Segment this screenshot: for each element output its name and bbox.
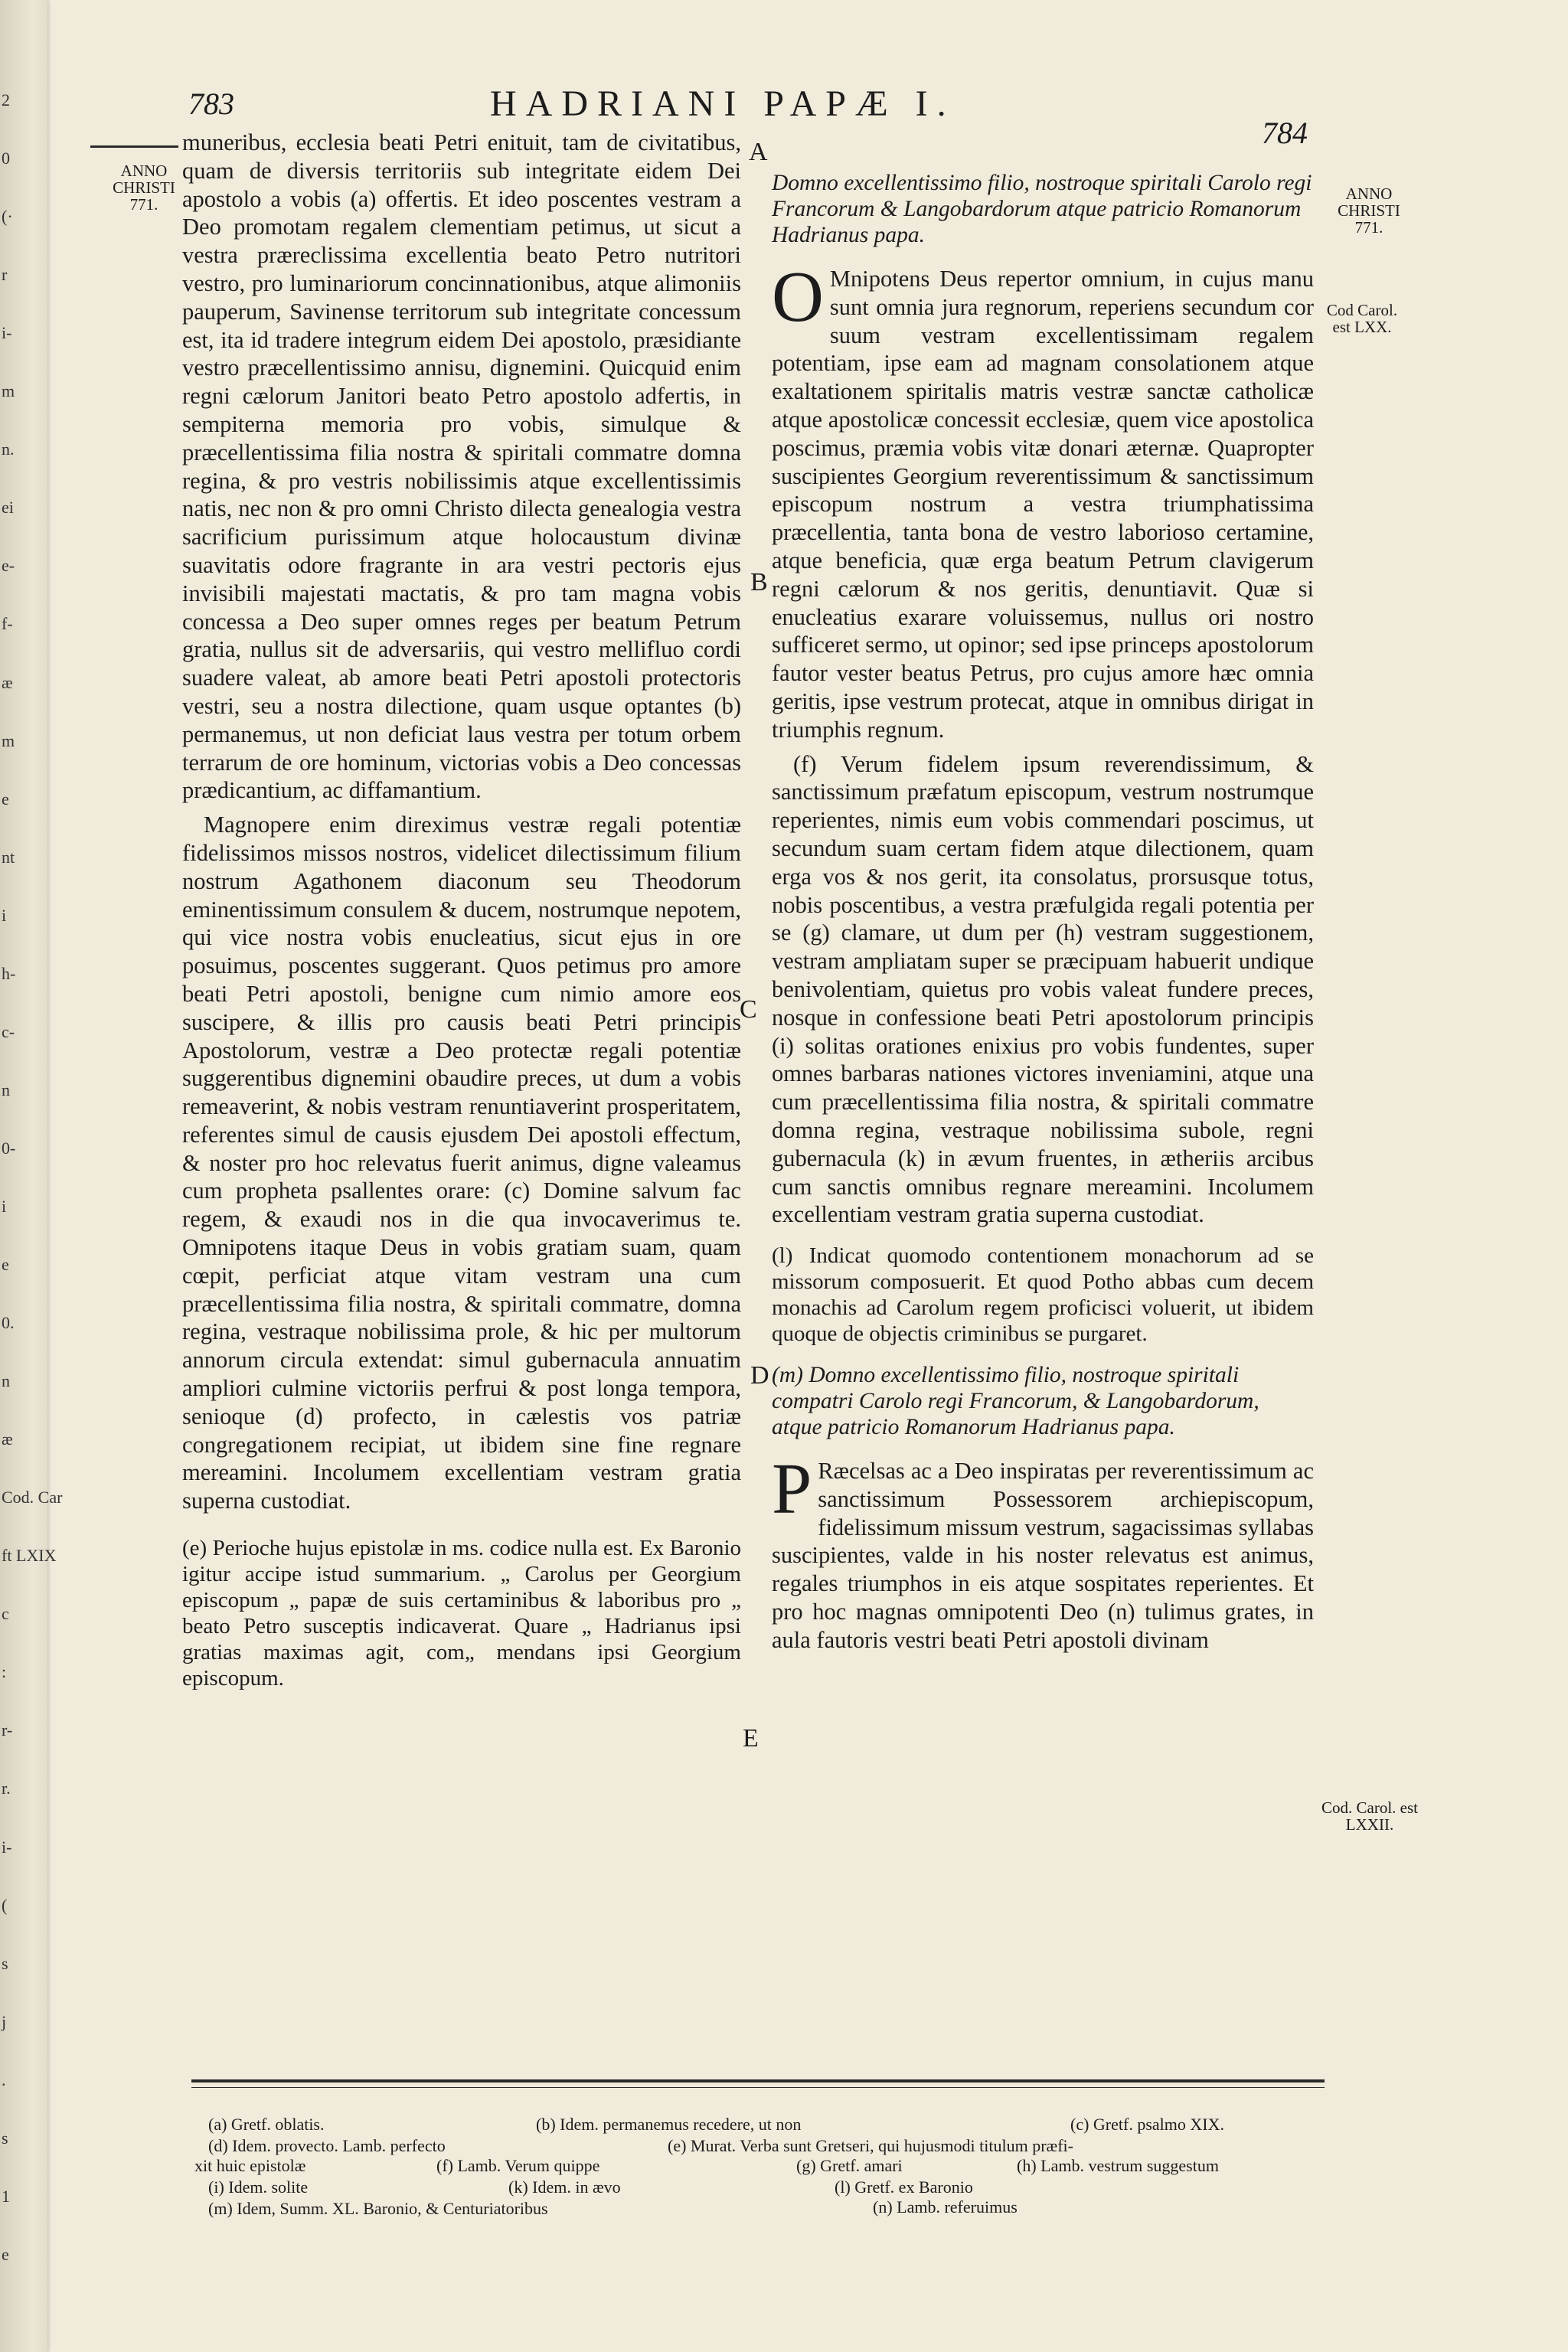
footnote: (b) Idem. permanemus recedere, ut non	[536, 2115, 802, 2134]
previous-page-fragment: h-	[2, 963, 16, 983]
drop-cap: O	[772, 257, 824, 337]
previous-page-fragment: æ	[2, 1429, 13, 1449]
previous-page-fragment: r	[2, 265, 8, 285]
previous-page-fragment: n.	[2, 439, 15, 459]
footnote-rule	[191, 2079, 1325, 2082]
body-paragraph: muneribus, ecclesia beati Petri enituit, tam de civitatibus, quam de diversis territoriis sub integritate eidem Dei apostolo a vobis (a) offertis. Et ideo poscentes vestram a Deo promotam regalem clementiam petimus, ut sicut a vestra præreclissima excellentia beato Petro nutritori vestro, pro luminariorum concinnationibus, atque alimoniis pauperum, Savinense territorum sub integritate concessum est, ita id tradere integrum eidem Dei apostolo, præsidiante vestro præcellentissimo annisu, dignemini. Quicquid enim regni cælorum Janitori beato Petro apostolo adfertis, in sempiterna memoria pro vobis, simulque & præcellentissima filia nostra & spiritali commatre domna regina, & pro vestris nobilissimis atque excellentissimis natis, nec non & pro omni Christo dilecta genealogia vestra sacrificium purissimum atque holocaustum divinæ suavitatis odore fragrante in ara vestri pectoris ejus invisibili majestati mactatis, & pro tam magna vobis concessa a Deo super omnes reges per beatum Petrum gratia, nullus sit de adversariis, qui vestro mellifluo cordi suadere valeat, ab amore beati Petri apostoli protectoris vestri, seu a nostra dilectione, quam usque optantes (b) permanemus, ut non deficiat laus vestra per totum orbem terrarum de ore hominum, victorias vobis a Deo concessas prædicantium, ac diffamantium.	[182, 129, 741, 804]
body-paragraph: Ræcelsas ac a Deo inspiratas per reverentissimum ac sanctissimum Possessorem archiepiscopum, fidelissimum missum vestrum, sagacissimas syllabas suscipientes, valde in his noster relevatus est animus, regales triumphos in eis atque sospitates reperientes. Et pro hoc magnas omnipotenti Deo (n) tulimus grates, in aula fautoris vestri beati Petri apostoli divinam	[772, 1458, 1314, 1653]
previous-page-fragment: 1	[2, 2186, 10, 2206]
previous-page-fragment: s	[2, 1953, 8, 1973]
previous-page-fragment: :	[2, 1662, 7, 1682]
previous-page-fragment: e	[2, 2244, 9, 2264]
previous-page-fragment: i	[2, 905, 7, 925]
previous-page-fragment: nt	[2, 847, 15, 867]
section-marker-b: B	[750, 568, 768, 596]
letter-salutation: Domno excellentissimo filio, nostroque spiritali Carolo regi Francorum & Langobardorum atque patricio Romanorum Hadrianus papa.	[772, 171, 1312, 247]
previous-page-fragment: .	[2, 2069, 6, 2089]
body-paragraph: Magnopere enim direximus vestræ regali potentiæ fidelissimos missos nostros, videlicet dilectissimum filium nostrum Agathonem diaconum seu Theodorum eminentissimum consulem & ducem, nostrumque nepotem, qui vice nostra vobis enucleatius, sicut ejus in ore posuimus, poscentes suggerant. Quos petimus pro amore beati Petri apostoli, benigne cum nimio amore eos suscipere, & illis pro causis beati Petri principis Apostolorum, vestræ a Deo protectæ regali potentiæ suggerentibus dignemini obaudire preces, ut dum a vobis remeaverint, & nobis vestram renuntiaverint prosperitatem, referentes simul de causis ejusdem Dei apostoli effectum, & noster pro hoc relevatus fuerit animus, digne valeamus cum propheta psallentes orare: (c) Domine salvum fac regem, & exaudi nos in die qua invocaverimus te. Omnipotens itaque Deus in vobis gratiam suam, quam cœpit, perficiat atque vitam vestram una cum præcellentissima filia nostra, & spiritali commatre, domna regina, vestraque nobilissima prole, & hic per multorum annorum circula extendat: simul gubernacula annuatim ampliori culmine victoriis perfrui & post longa tempora, senioque (d) profecto, in cælestis vos patriæ congregationem recipiat, ut ibidem sine fine regnare mereamini. Incolumem excellentiam vestram gratia superna custodiat.	[182, 812, 741, 1514]
drop-cap: P	[772, 1449, 812, 1530]
previous-page-fragment: c-	[2, 1021, 15, 1041]
footnote: (n) Lamb. referuimus	[873, 2197, 1018, 2216]
previous-page-fragment: (·	[2, 207, 13, 227]
previous-page-fragment: 0.	[2, 1313, 15, 1333]
footnote: (f) Lamb. Verum quippe	[436, 2156, 600, 2175]
footnote: (g) Gretf. amari	[796, 2156, 903, 2175]
previous-page-fragment: r-	[2, 1720, 13, 1740]
editorial-note: (e) Perioche hujus epistolæ in ms. codice nulla est. Ex Baronio igitur accipe istud summarium. „ Carolus per Georgium episcopum „ papæ de suis certaminibus & laboribus pro „ beato Petro susceptis indicaverat. Quare „ Hadrianus ipsi gratias maximas agit, com„ mendans ipsi Georgium episcopum.	[182, 1536, 741, 1691]
footnote: (h) Lamb. vestrum suggestum	[1017, 2156, 1219, 2175]
footnote: (a) Gretf. oblatis.	[208, 2115, 325, 2134]
previous-page-fragment: i-	[2, 1837, 12, 1857]
previous-page-fragment: m	[2, 730, 15, 750]
footnote-rule-thin	[191, 2087, 1325, 2088]
previous-page-fragment: e	[2, 789, 9, 808]
body-paragraph: Mnipotens Deus repertor omnium, in cujus manu sunt omnia jura regnorum, reperiens secundum cor suum vestram excellentissimam regalem potentiam, ipse eam ad magnam consolationem atque exaltationem spiritalis matris vestræ sanctæ catholicæ atque apostolicæ concessit ecclesiæ, quem vice apostolica poscimus, præmia vobis vitæ donari æternæ. Quapropter suscipientes Georgium reverentissimum & sanctissimum episcopum nostrum a vestra triumphatissima præcellentia, tanta bona de vestro laborioso certamine, atque beneficia, quæ erga beatum Petrum clavigerum regni cælorum & nos geritis, denuntiavit. Quæ si enucleatius exarare voluissemus, nullus ori nostro sufficeret sermo, ut opinor; sed ipse princeps apostolorum fautor vester beatus Petrus, pro cujus amore hæc omnia geritis, ipse vestrum protecat, atque in omnibus dirigat in triumphis regnum.	[772, 266, 1314, 743]
margin-codex-ref: Cod. Carol. est LXXII.	[1321, 1798, 1418, 1834]
previous-page-fragment: 0	[2, 149, 10, 168]
previous-page-fragment: s	[2, 2128, 8, 2148]
left-column	[182, 129, 741, 1697]
footnote: (l) Gretf. ex Baronio	[835, 2177, 973, 2197]
section-marker-e: E	[743, 1724, 759, 1753]
footnote: (e) Murat. Verba sunt Gretseri, qui hujusmodi titulum præfi-	[668, 2136, 1073, 2155]
section-marker-c: C	[740, 995, 757, 1024]
section-marker-a: A	[749, 138, 768, 166]
page-number-left: 783	[188, 87, 234, 121]
editorial-note: (l) Indicat quomodo contentionem monachorum ad se missorum composuerit. Et quod Potho abbas cum decem monachis ad Carolum regem proficisci voluerit, ut ibidem quoque de objectis criminibus se purgaret.	[772, 1243, 1314, 1347]
previous-page-edge	[0, 0, 63, 2352]
margin-year-left: ANNO CHRISTI 771.	[113, 162, 175, 214]
previous-page-fragment: e-	[2, 556, 15, 576]
previous-page-fragment: j	[2, 2011, 7, 2031]
footnote: (i) Idem. solite	[208, 2177, 309, 2197]
footnote: xit huic epistolæ	[194, 2156, 306, 2175]
previous-page-fragment: c	[2, 1604, 9, 1624]
previous-page-fragment: n	[2, 1080, 10, 1099]
letter-salutation: (m) Domno excellentissimo filio, nostroque spiritali compatri Carolo regi Francorum, & Langobardorum, atque patricio Romanorum Hadrianus papa.	[772, 1363, 1259, 1440]
previous-page-fragment: r.	[2, 1779, 11, 1798]
previous-page-fragment: æ	[2, 672, 13, 692]
section-marker-d: D	[750, 1361, 769, 1390]
margin-codex-ref: Cod Carol. est LXX.	[1326, 301, 1398, 336]
previous-page-fragment: i-	[2, 323, 12, 343]
previous-page-fragment: f-	[2, 614, 13, 634]
body-paragraph: (f) Verum fidelem ipsum reverendissimum, & sanctissimum præfatum episcopum, vestrum nostrumque reperientes, nimis eum vobis commendari poscimus, ut secundum suam certam fidem atque dilectionem, quam erga vos & nos gerit, ita consolatus, prorsusque totus, nobis poscentibus, a vestra præfulgida regali potentia per se (g) clamare, ut dum per (h) vestram suggestionem, vestram ampliatam super se præcipuam habuerit undique benivolentiam, quietus pro vobis valeat fundere preces, nosque in confessione beati Petri apostolorum principis (i) solitas orationes enixius pro vobis fundentes, super omnes barbaras nationes victores inveniamini, atque una cum præcellentissima filia nostra, & spiritali commatre domna regina, vestraque nobilissima subole, regni gubernacula (k) in ævum fruentes, in ætheriis arcibus cum sanctis omnibus regnare mereamini. Incolumem excellentiam vestram gratia superna custodiat.	[772, 750, 1314, 1228]
previous-page-fragment: m	[2, 381, 15, 401]
header-rule	[90, 145, 178, 148]
page-number-right: 784	[1262, 116, 1308, 150]
previous-page-fragment: e	[2, 1255, 9, 1274]
footnote: (m) Idem, Summ. XL. Baronio, & Centuriatoribus	[208, 2199, 548, 2218]
footnote: (k) Idem. in ævo	[508, 2177, 621, 2197]
previous-page-fragment: n	[2, 1371, 10, 1391]
previous-page-fragment: ei	[2, 498, 14, 518]
footnote: (c) Gretf. psalmo XIX.	[1070, 2115, 1224, 2134]
previous-page-fragment: 2	[2, 90, 10, 109]
previous-page-fragment: i	[2, 1196, 7, 1216]
right-column	[772, 170, 1314, 1661]
running-header-title: HADRIANI PAPÆ I.	[490, 83, 956, 124]
footnote: (d) Idem. provecto. Lamb. perfecto	[208, 2136, 446, 2155]
previous-page-fragment: 0-	[2, 1138, 16, 1158]
previous-page-fragment: (	[2, 1895, 8, 1915]
previous-page-fragment: Cod. Car	[2, 1488, 63, 1508]
margin-year-right: ANNO CHRISTI 771.	[1338, 185, 1400, 237]
previous-page-fragment: ft LXIX	[2, 1546, 57, 1566]
